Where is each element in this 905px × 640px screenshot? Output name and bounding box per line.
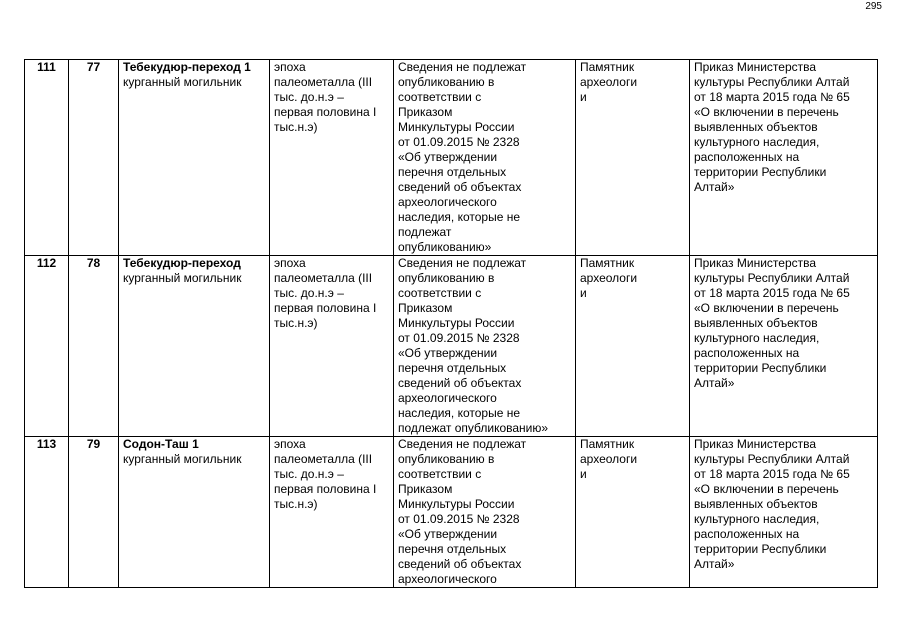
object-name: Содон-Таш 1 <box>123 437 199 451</box>
page-number: 295 <box>865 1 882 12</box>
location-cell: Сведения не подлежат опубликованию в соответствии с Приказом Минкультуры России от 01.09.2015 № 2328 «Об утверждении перечня отдельных сведений об объектах археологического наследия, которые не подлежат опубликованию» <box>394 256 576 437</box>
table-row <box>25 60 878 256</box>
row-index: 112 <box>25 256 69 437</box>
object-name: Тебекудюр-переход <box>123 256 241 270</box>
category-cell: Памятник археологи и <box>576 256 690 437</box>
object-kind: курганный могильник <box>123 452 242 466</box>
dating-cell: эпоха палеометалла (III тыс. до.н.э – первая половина I тыс.н.э) <box>270 256 394 437</box>
dating-cell: эпоха палеометалла (III тыс. до.н.э – первая половина I тыс.н.э) <box>270 437 394 588</box>
dating-cell: эпоха палеометалла (III тыс. до.н.э – первая половина I тыс.н.э) <box>270 60 394 256</box>
object-name-cell <box>119 437 270 588</box>
object-name-cell <box>119 60 270 256</box>
object-name: Тебекудюр-переход 1 <box>123 60 251 74</box>
object-kind: курганный могильник <box>123 271 242 285</box>
category-cell: Памятник археологи и <box>576 437 690 588</box>
document-cell: Приказ Министерства культуры Республики Алтай от 18 марта 2015 года № 65 «О включении в перечень выявленных объектов культурного наследия, расположенных на территории Республики Алтай» <box>690 437 878 588</box>
location-cell: Сведения не подлежат опубликованию в соответствии с Приказом Минкультуры России от 01.09.2015 № 2328 «Об утверждении перечня отдельных сведений об объектах археологического <box>394 437 576 588</box>
heritage-registry-table <box>24 59 878 588</box>
object-name-cell <box>119 256 270 437</box>
object-number: 78 <box>69 256 119 437</box>
table-row <box>25 437 878 588</box>
category-cell: Памятник археологи и <box>576 60 690 256</box>
row-index: 111 <box>25 60 69 256</box>
row-index: 113 <box>25 437 69 588</box>
document-cell: Приказ Министерства культуры Республики Алтай от 18 марта 2015 года № 65 «О включении в перечень выявленных объектов культурного наследия, расположенных на территории Республики Алтай» <box>690 60 878 256</box>
object-number: 79 <box>69 437 119 588</box>
document-cell: Приказ Министерства культуры Республики Алтай от 18 марта 2015 года № 65 «О включении в перечень выявленных объектов культурного наследия, расположенных на территории Республики Алтай» <box>690 256 878 437</box>
object-kind: курганный могильник <box>123 75 242 89</box>
location-cell: Сведения не подлежат опубликованию в соответствии с Приказом Минкультуры России от 01.09.2015 № 2328 «Об утверждении перечня отдельных сведений об объектах археологического наследия, которые не подлежат опубликованию» <box>394 60 576 256</box>
object-number: 77 <box>69 60 119 256</box>
table-row <box>25 256 878 437</box>
